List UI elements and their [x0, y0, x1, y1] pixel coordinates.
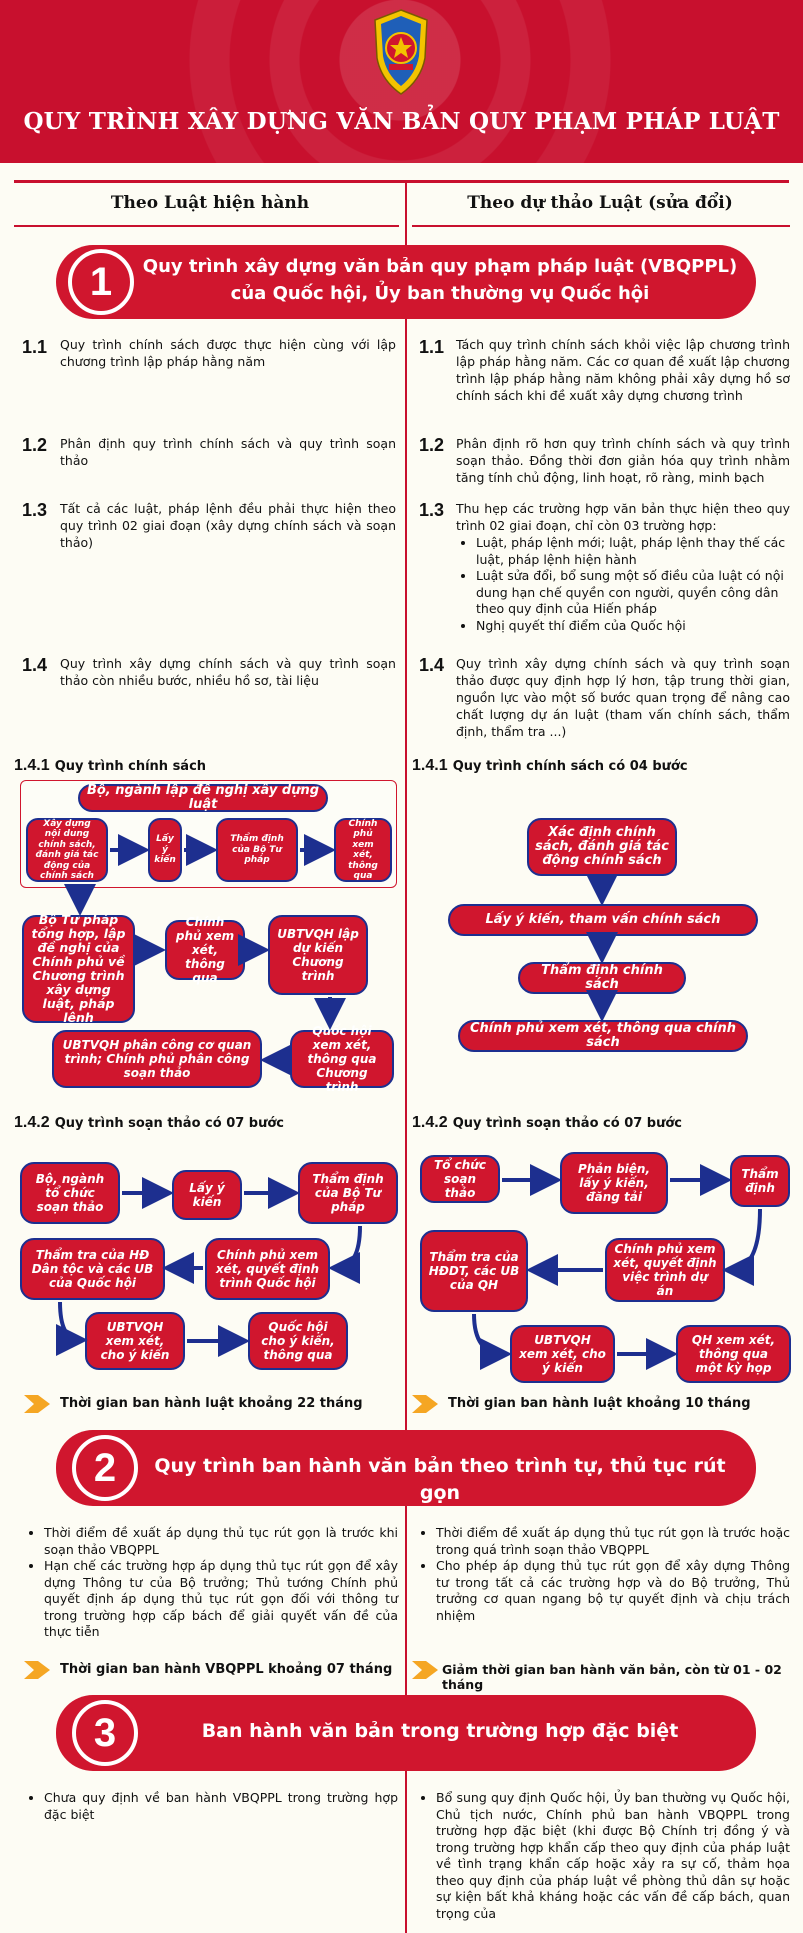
item-number-right: 1.3 [419, 500, 445, 520]
list-item: • Hạn chế các trường hợp áp dụng thủ tục rút gọn để xây dựng Thông tư của Bộ trưởng; Thủ tướng Chính phủ quyết định áp dụng thủ tục rút gọn đối với thông tư trong trường hợp cấp bách để giải quyết vấn đề của thực tiễn [44, 1558, 398, 1641]
flow-step: UBTVQH phân công cơ quan trình; Chính phủ phân công soạn thảo [52, 1030, 262, 1088]
list-item: • Thời điểm đề xuất áp dụng thủ tục rút gọn là trước hoặc trong quá trình soạn thảo VBQPPL [436, 1525, 790, 1558]
item-number-left: 1.4 [22, 655, 48, 675]
chevron-right-icon [24, 1661, 50, 1679]
list-item: • Thời điểm đề xuất áp dụng thủ tục rút gọn là trước khi soạn thảo VBQPPL [44, 1525, 398, 1558]
list-item: • Bổ sung quy định Quốc hội, Ủy ban thường vụ Quốc hội, Chủ tịch nước, Chính phủ ban hành VBQPPL trong trường hợp đặc biệt (khi được Bộ Chính trị đồng ý và trong trường hợp khẩn cấp theo quy định của pháp luật về tình trạng khẩn cấp hoặc xảy ra sự cố, thảm họa theo quy định của pháp luật về phòng thủ dân sự hoặc sự kiện bất khả kháng hoặc các vấn đề cấp bách, quan trọng của [436, 1790, 790, 1922]
divider-right [412, 225, 790, 227]
item-number-left: 1.2 [22, 435, 48, 455]
flow-step: Thẩm định [730, 1155, 790, 1207]
page-title: QUY TRÌNH XÂY DỰNG VĂN BẢN QUY PHẠM PHÁP LUẬT [23, 108, 780, 135]
time-note-left: Thời gian ban hành luật khoảng 22 tháng [60, 1396, 363, 1411]
section1-title: Quy trình xây dựng văn bản quy phạm pháp luật (VBQPPL) của Quốc hội, Ủy ban thường vụ Quốc hội [142, 256, 738, 304]
chevron-right-icon [24, 1395, 50, 1413]
flow-step: Xây dựng nội dung chính sách, đánh giá tác động của chính sách [26, 818, 108, 882]
flow-step: Chính phủ xem xét, quyết định trình Quốc hội [205, 1238, 330, 1300]
item-1-3-left: Tất cả các luật, pháp lệnh đều phải thực hiện theo quy trình 02 giai đoạn (xây dựng chính sách và soạn thảo) [60, 501, 396, 550]
item-1-4-left: Quy trình xây dựng chính sách và quy trình soạn thảo còn nhiều bước, nhiều hồ sơ, tài liệu [60, 656, 396, 688]
flow-step: UBTVQH lập dự kiến Chương trình [268, 915, 368, 995]
divider-top [14, 180, 789, 183]
section2-left-list [28, 1525, 398, 1641]
flow-step: Chính phủ xem xét, thông qua [165, 920, 245, 980]
item-number-left: 1.3 [22, 500, 48, 520]
flow-step: Lấy ý kiến [172, 1170, 242, 1220]
section2-right-list [420, 1525, 790, 1624]
column-divider [405, 180, 407, 1933]
section3-title: Ban hành văn bản trong trường hợp đặc biệt [201, 1720, 679, 1742]
item-1-2-right: Phân định rõ hơn quy trình chính sách và quy trình soạn thảo. Đồng thời đơn giản hóa quy trình nhằm tăng tính chủ động, linh hoạt, rõ ràng, minh bạch [456, 436, 790, 485]
flow-step: UBTVQH xem xét, cho ý kiến [85, 1312, 185, 1370]
flow-step: Thẩm định của Bộ Tư pháp [298, 1162, 398, 1224]
sub-heading-1-4-1-right: 1.4.1 Quy trình chính sách có 04 bước [412, 757, 688, 774]
flow-step: Thẩm định chính sách [518, 962, 686, 994]
sub-heading-1-4-1-left: 1.4.1 Quy trình chính sách [14, 757, 207, 774]
flow-step: Quốc hội xem xét, thông qua Chương trình [290, 1030, 394, 1088]
sub-heading-1-4-2-left: 1.4.2 Quy trình soạn thảo có 07 bước [14, 1114, 285, 1131]
list-item: • Nghị quyết thí điểm của Quốc hội [476, 618, 790, 635]
sub-heading-1-4-2-right: 1.4.2 Quy trình soạn thảo có 07 bước [412, 1114, 683, 1131]
item-number-right: 1.2 [419, 435, 445, 455]
flow-step: Bộ, ngành tổ chức soạn thảo [20, 1162, 120, 1224]
list-item: • Cho phép áp dụng thủ tục rút gọn để xây dựng Thông tư trong tất cả các trường hợp và do Bộ trưởng, Thủ trưởng cơ quan ngang bộ tự quyết định và chịu trách nhiệm [436, 1558, 790, 1624]
item-number-right: 1.1 [419, 337, 445, 357]
item-number-left: 1.1 [22, 337, 48, 357]
flow-step: Xác định chính sách, đánh giá tác động chính sách [527, 818, 677, 876]
flow-step: QH xem xét, thông qua một kỳ họp [676, 1325, 791, 1383]
time-note-right: Thời gian ban hành luật khoảng 10 tháng [448, 1396, 751, 1411]
flow-step: Phản biện, lấy ý kiến, đăng tải [560, 1152, 668, 1214]
column-header-right: Theo dự thảo Luật (sửa đổi) [467, 193, 733, 213]
flow-step: Lấy ý kiến, tham vấn chính sách [448, 904, 758, 936]
flow-step: Quốc hội cho ý kiến, thông qua [248, 1312, 348, 1370]
item-1-1-left: Quy trình chính sách được thực hiện cùng với lập chương trình lập pháp hằng năm [60, 337, 396, 369]
item-1-1-right: Tách quy trình chính sách khỏi việc lập chương trình lập pháp hằng năm. Các cơ quan đề xuất lập chương trình lập pháp hằng năm không phải xây dựng hồ sơ chính sách khi đề xuất xây dựng chương trình [456, 337, 790, 403]
section2-number: 2 [72, 1435, 138, 1501]
flow-step: Thẩm tra của HĐDT, các UB của QH [420, 1230, 528, 1312]
flow-step: Chính phủ xem xét, thông qua chính sách [458, 1020, 748, 1052]
item-1-3-right: Thu hẹp các trường hợp văn bản thực hiện theo quy trình 02 giai đoạn, chỉ còn 03 trường hợp: [456, 501, 790, 533]
flow-step: Chính phủ xem xét, thông qua [334, 818, 392, 882]
time-note-left: Thời gian ban hành VBQPPL khoảng 07 tháng [60, 1662, 393, 1677]
section3-right-list [420, 1790, 790, 1922]
section2-title: Quy trình ban hành văn bản theo trình tự, thủ tục rút gọn [154, 1455, 726, 1504]
flow-step: Tổ chức soạn thảo [420, 1155, 500, 1203]
item-number-right: 1.4 [419, 655, 445, 675]
list-item: • Luật, pháp lệnh mới; luật, pháp lệnh thay thế các luật, pháp lệnh hiện hành [476, 535, 790, 568]
section1-number: 1 [68, 249, 134, 315]
flow-step: Chính phủ xem xét, quyết định việc trình dự án [605, 1238, 725, 1302]
flow-step: Bộ Tư pháp tổng hợp, lập đề nghị của Chính phủ về Chương trình xây dựng luật, pháp lệnh [22, 915, 135, 1023]
flow-step: UBTVQH xem xét, cho ý kiến [510, 1325, 615, 1383]
time-note-right: Giảm thời gian ban hành văn bản, còn từ 01 - 02 tháng [442, 1662, 782, 1692]
item-1-4-right: Quy trình xây dựng chính sách và quy trình soạn thảo được quy định hợp lý hơn, tập trung thời gian, nguồn lực vào một số bước quan trọng để nâng cao chất lượng dự án luật (tham vấn chính sách, thẩm định, thẩm tra ...) [456, 656, 790, 739]
flow-step: Bộ, ngành lập đề nghị xây dựng luật [78, 784, 328, 812]
flow-step: Lấy ý kiến [148, 818, 182, 882]
section3-left-list [28, 1790, 398, 1823]
list-item: • Luật sửa đổi, bổ sung một số điều của luật có nội dung hạn chế quyền con người, quyền công dân theo quy định của Hiến pháp [476, 568, 790, 618]
flow-step: Thẩm tra của HĐ Dân tộc và các UB của Quốc hội [20, 1238, 165, 1300]
section3-number: 3 [72, 1700, 138, 1766]
chevron-right-icon [412, 1395, 438, 1413]
emblem-icon [371, 8, 431, 96]
column-header-left: Theo Luật hiện hành [110, 193, 310, 213]
chevron-right-icon [412, 1661, 438, 1679]
list-item: • Chưa quy định về ban hành VBQPPL trong trường hợp đặc biệt [44, 1790, 398, 1823]
item-1-2-left: Phân định quy trình chính sách và quy trình soạn thảo [60, 436, 396, 468]
item-1-3-bullets [460, 535, 790, 634]
divider-left [14, 225, 399, 227]
flow-step: Thẩm định của Bộ Tư pháp [216, 818, 298, 882]
